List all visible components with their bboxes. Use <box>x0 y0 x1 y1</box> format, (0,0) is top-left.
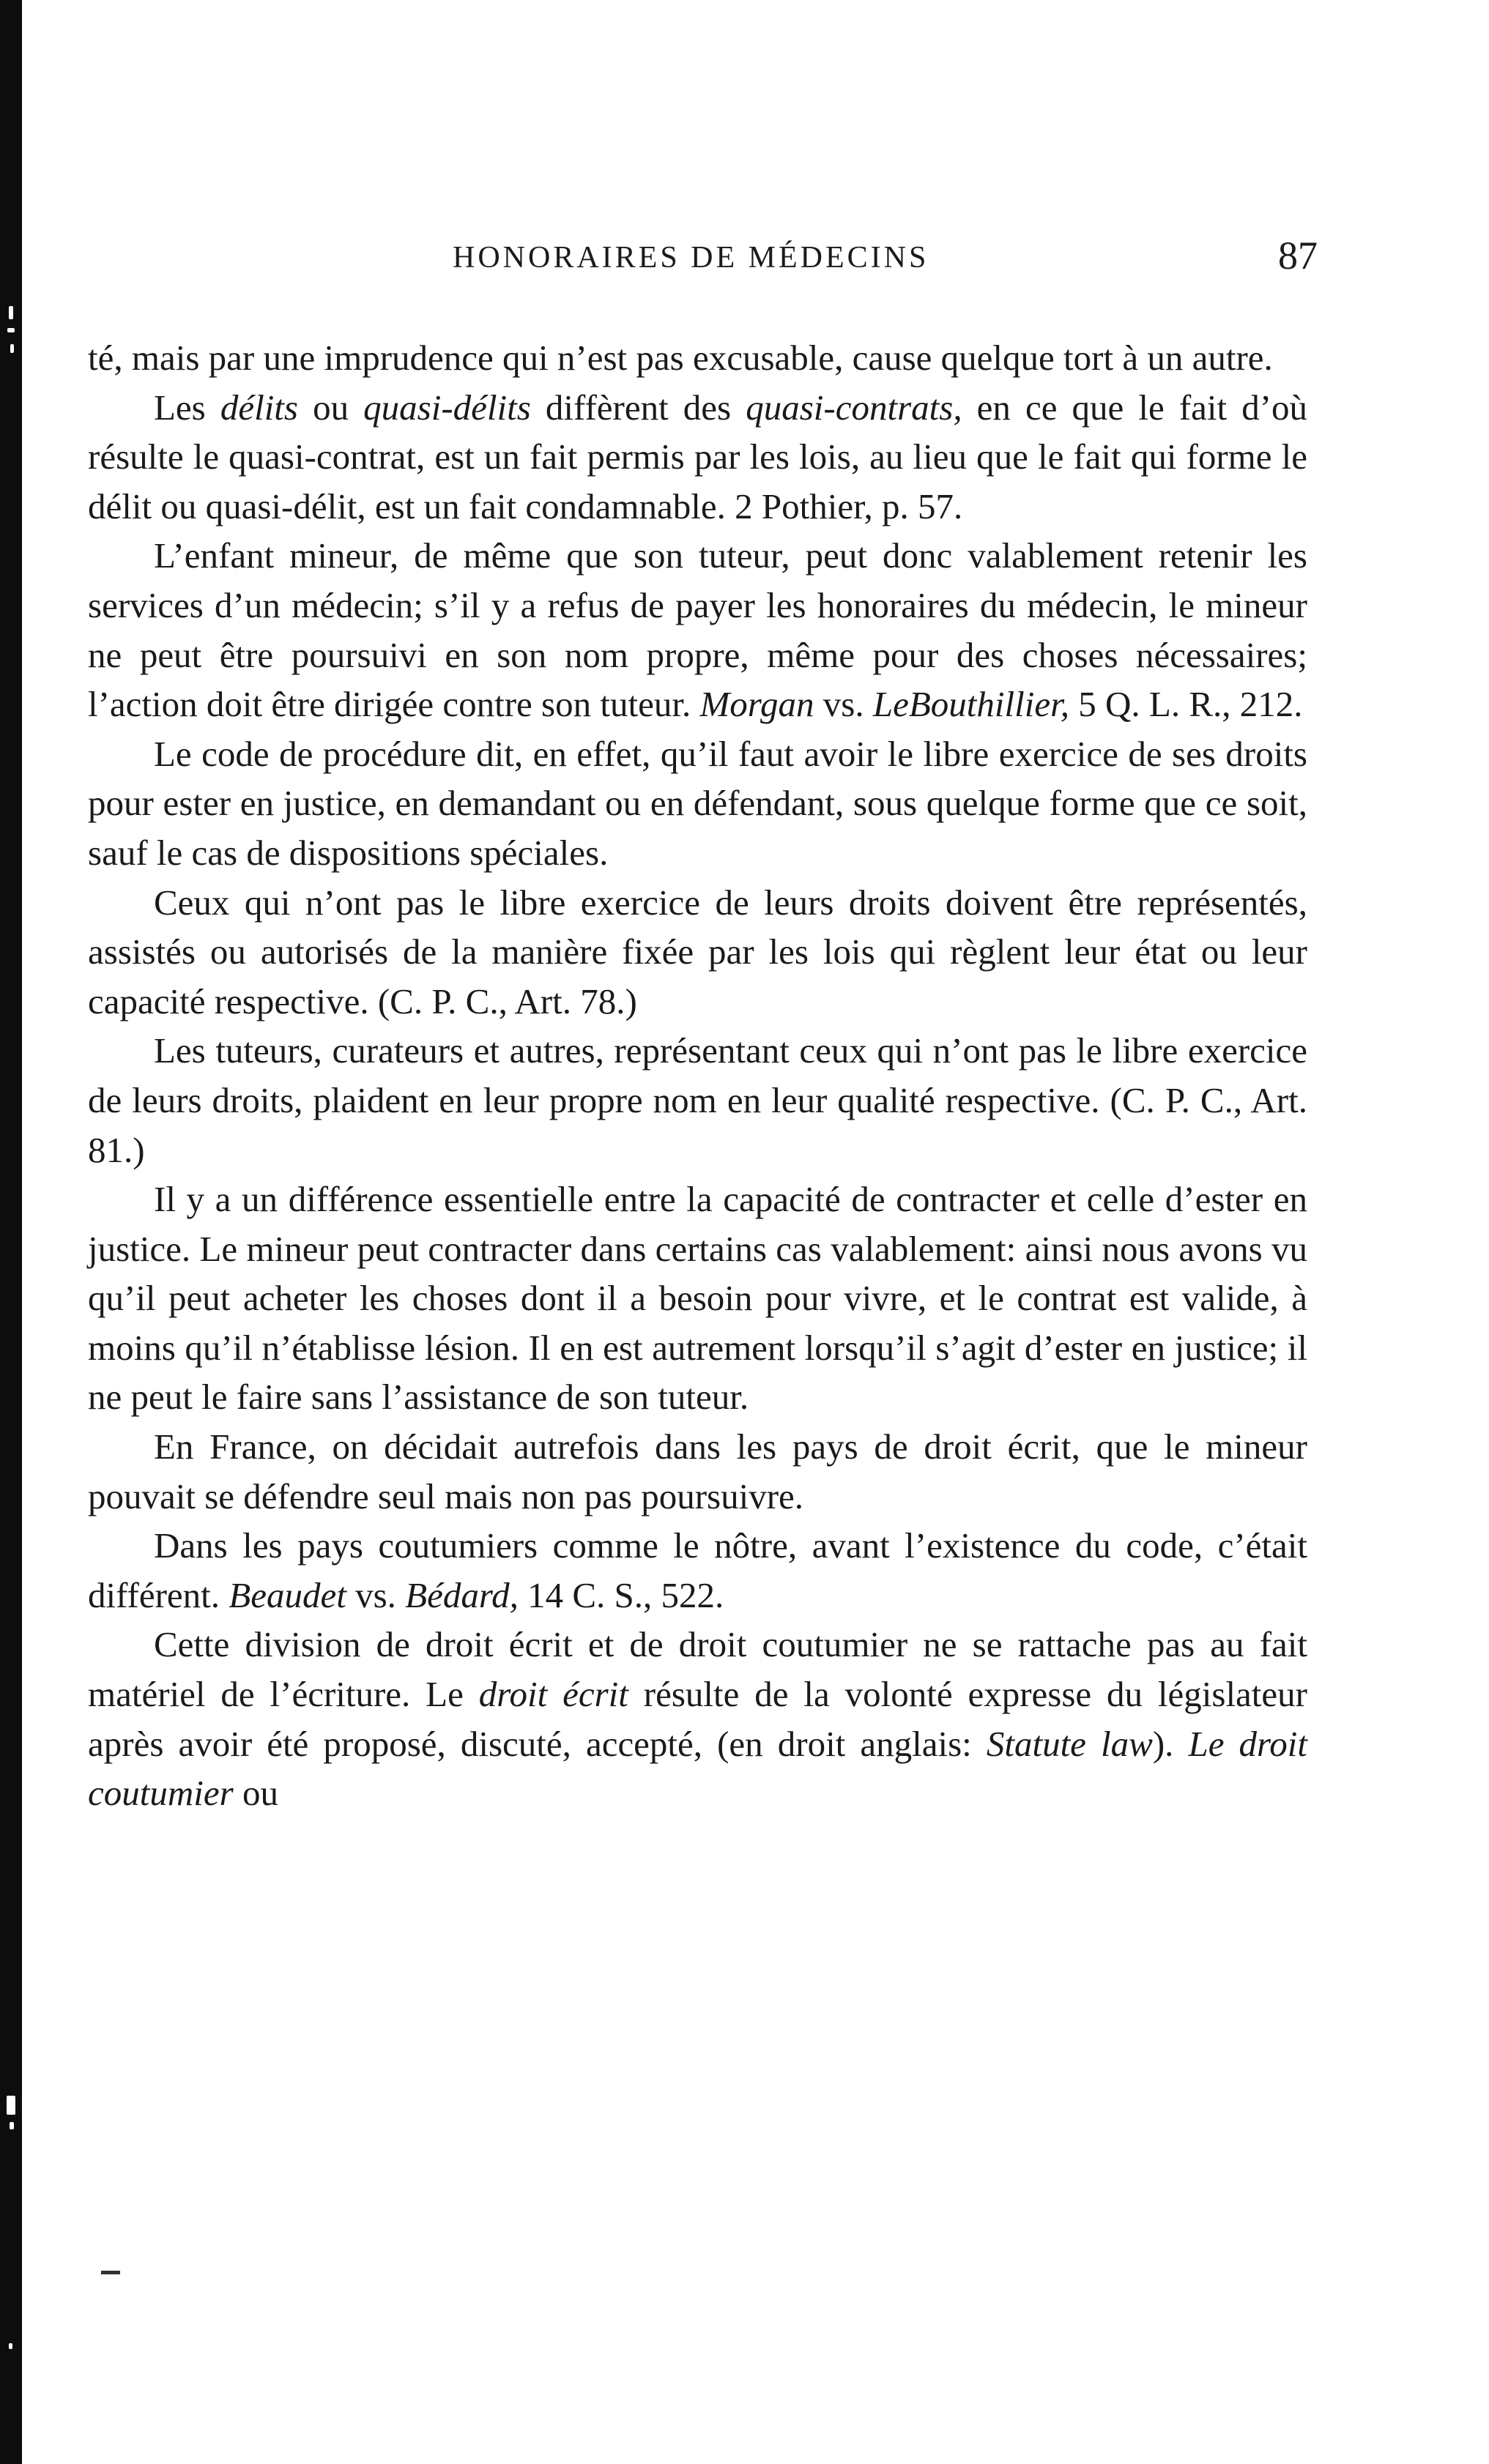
paragraph <box>88 878 1307 1027</box>
paragraph <box>88 1521 1307 1620</box>
text-run: Ceux qui n’ont pas le libre exercice de leurs droits doivent être représentés, assistés ou autorisés de la manière fixée par les lois qui règlent leur état ou leur capacité respective. (C. P. C., Art. 78.) <box>88 882 1307 1021</box>
text-run: Les <box>154 387 220 428</box>
paragraph <box>88 1026 1307 1175</box>
italic-run: LeBouthillier, <box>872 684 1069 725</box>
paragraph <box>88 1422 1307 1521</box>
text-run: 14 C. S., 522. <box>518 1574 724 1615</box>
running-title: HONORAIRES DE MÉDECINS <box>453 241 929 275</box>
scan-speck <box>7 2096 15 2115</box>
italic-run: délits <box>220 387 298 428</box>
scan-speck <box>9 306 13 319</box>
text-run: ou <box>233 1773 278 1814</box>
scan-binding-edge <box>0 0 22 2464</box>
text-run: ou <box>298 387 364 428</box>
text-run: 5 Q. L. R., 212. <box>1069 684 1303 725</box>
page-header <box>0 233 1489 291</box>
text-run: vs. <box>346 1574 406 1615</box>
italic-run: Statute law <box>986 1723 1153 1764</box>
text-run: L’enfant mineur, de même que son tuteur, peut donc valablement retenir les services d’un médecin; s’il y a refus de payer les honoraires du médecin, le mineur ne peut être poursuivi en son nom propre, même pour des choses nécessaires; l’action doit être dirigée contre son tuteur. <box>88 535 1307 725</box>
text-run: Les tuteurs, curateurs et autres, représentant ceux qui n’ont pas le libre exercice de leurs droits, plaident en leur propre nom en leur qualité respective. (C. P. C., Art. 81.) <box>88 1030 1307 1170</box>
body-text <box>88 333 1307 1818</box>
page-number: 87 <box>1278 234 1318 278</box>
italic-run: Morgan <box>699 684 814 725</box>
paragraph <box>88 729 1307 878</box>
text-run: vs. <box>814 684 873 725</box>
scan-speck <box>7 328 15 332</box>
page-mark <box>101 2271 120 2274</box>
text-run: Il y a un différence essentielle entre la capacité de contracter et celle d’ester en justice. Le mineur peut contracter dans certains cas valablement: ainsi nous avons vu qu’il peut acheter les choses dont il a besoin pour vivre, et le contrat est valide, à moins qu’il n’établisse lésion. Il en est autrement lorsqu’il s’agit d’ester en justice; il ne peut le faire sans l’assistance de son tuteur. <box>88 1179 1307 1418</box>
italic-run: quasi-délits <box>363 387 531 428</box>
text-run: diffèrent des <box>530 387 746 428</box>
paragraph <box>88 531 1307 729</box>
text-run: en ce que le fait d’où résulte le quasi-contrat, est un fait permis par les lois, au lieu que le fait qui forme le délit ou quasi-délit, est un fait condamnable. 2 Pothier, p. 57. <box>88 387 1308 526</box>
scan-speck <box>9 2343 12 2349</box>
scan-speck <box>10 2122 14 2129</box>
paragraph <box>88 383 1307 532</box>
scan-speck <box>10 344 14 353</box>
text-run: té, mais par une imprudence qui n’est pas excusable, cause quelque tort à un autre. <box>88 338 1273 378</box>
text-run: Dans les pays coutumiers comme le nôtre, avant l’existence du code, c’était différent. <box>88 1525 1307 1615</box>
text-run: Cette division de droit écrit et de droit coutumier ne se rattache pas au fait matériel de l’écriture. Le <box>88 1624 1307 1715</box>
italic-run: Bédard, <box>405 1574 519 1615</box>
text-run: résulte de la volonté expresse du législateur après avoir été proposé, discuté, accepté, (en droit anglais: <box>88 1674 1307 1764</box>
text-run: ). <box>1152 1723 1189 1764</box>
text-run: En France, on décidait autrefois dans les pays de droit écrit, que le mineur pouvait se défendre seul mais non pas poursuivre. <box>88 1426 1307 1516</box>
text-run: Le code de procédure dit, en effet, qu’il faut avoir le libre exercice de ses droits pour ester en justice, en demandant ou en défendant, sous quelque forme que ce soit, sauf le cas de dispositions spéciales. <box>88 733 1307 873</box>
paragraph <box>88 1175 1307 1422</box>
paragraph <box>88 1620 1307 1817</box>
italic-run: quasi-contrats, <box>746 387 962 428</box>
italic-run: droit écrit <box>478 1674 628 1715</box>
italic-run: Beaudet <box>229 1574 346 1615</box>
paragraph <box>88 333 1307 383</box>
italic-run: Le droit coutumier <box>88 1723 1307 1814</box>
